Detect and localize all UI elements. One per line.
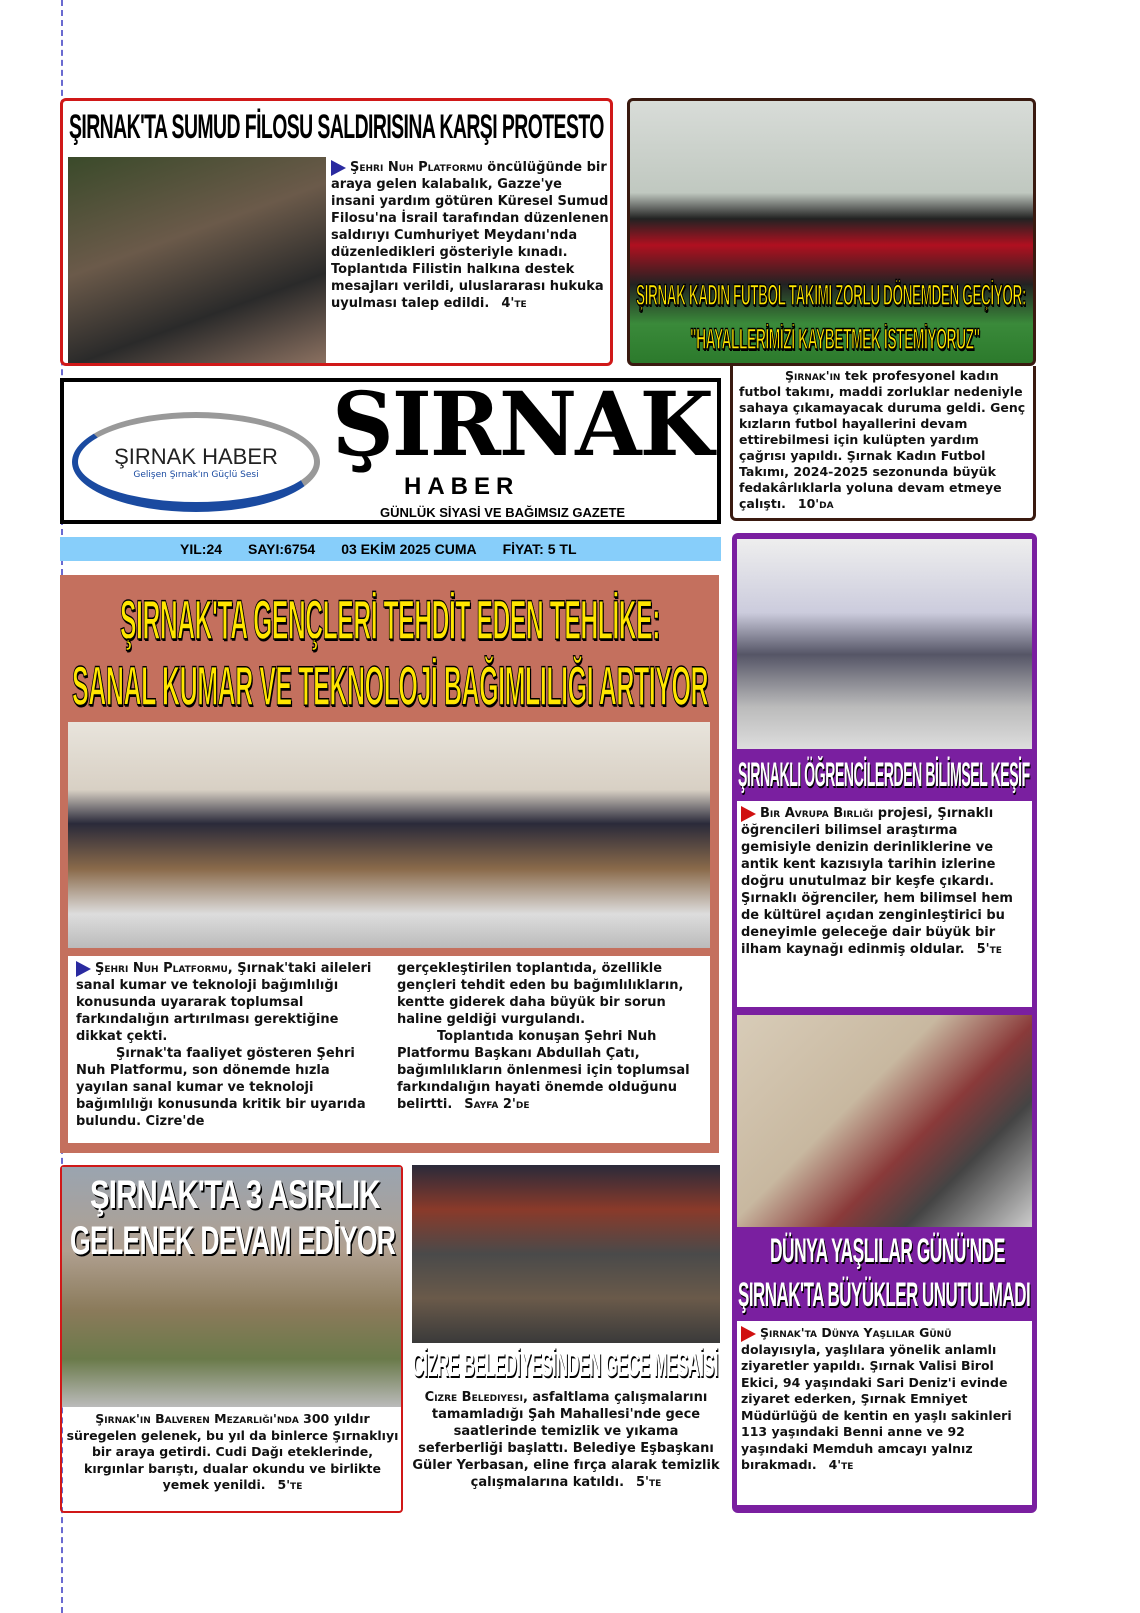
logo-small — [72, 412, 320, 512]
headline: DÜNYA YAŞLILAR GÜNÜ'NDE — [770, 1232, 1005, 1270]
date: 03 EKİM 2025 CUMA — [341, 541, 477, 557]
elderly-photo — [737, 1015, 1032, 1227]
bullet-icon — [741, 1326, 756, 1342]
story-cizre — [412, 1165, 720, 1513]
page-ref-link[interactable]: 4'te — [828, 1457, 854, 1472]
elderly-text: Şırnak'ta Dünya Yaşlılar Günü dolayısıyla, yaşlılara yönelik anlamlı ziyaretler yapıldı. Şırnak Valisi Birol Ekici, 94 yaşındaki Sari Deniz'i evinde ziyaret ederken, Şırnak Emniyet Müdürlüğü de kentin en yaşlı sakinleri 113 yaşındaki Benni anne ve 92 yaşındaki Memduh amcayı yalnız bırakmadı. 4'te — [737, 1321, 1032, 1505]
students-photo — [737, 539, 1032, 749]
masthead — [60, 372, 721, 524]
price: FİYAT: 5 TL — [502, 541, 577, 557]
bullet-icon — [331, 160, 346, 176]
meeting-photo — [68, 722, 710, 948]
logo-text: ŞIRNAK HABER — [114, 444, 278, 469]
info-bar — [60, 537, 721, 561]
headline: ŞIRNAK'TA GENÇLERİ TEHDİT EDEN TEHLİKE: — [120, 588, 660, 651]
headline-2: GELENEK DEVAM EDİYOR — [70, 1219, 396, 1263]
football-photo — [627, 98, 1036, 366]
protest-photo — [68, 157, 326, 363]
bullet-icon — [76, 961, 91, 977]
bullet-icon — [741, 806, 756, 822]
page-ref-link[interactable]: 4'te — [501, 296, 527, 311]
page-ref-link[interactable]: 5'te — [636, 1475, 662, 1490]
issue: SAYI:6754 — [248, 541, 316, 557]
headline: ŞIRNAKLI ÖĞRENCİLERDEN BİLİMSEL KEŞİF — [738, 756, 1030, 794]
cizre-text: Cizre Belediyesi, asfaltlama çalışmalarını tamamladığı Şah Mahallesi'nde gece saatlerinde temizlik ve yıkama seferberliği başlattı. Belediye Eşbaşkanı Güler Yerbasan, eline fırça alarak temizlik çalışmalarına katıldı. 5'te — [412, 1390, 720, 1490]
science-text: Bir Avrupa Birliği projesi, Şırnaklı öğrencileri bilimsel araştırma gemisiyle denizin derinliklerine ve antik kent kazısıyla tarihin izlerine doğru unutulmaz bir keşfe çıkardı. Şırnaklı öğrenciler, hem bilimsel hem de kültürel açıdan zenginleştirici bu deneyimle geleceğe dair büyük bir ilham kaynağı edinmiş oldular. 5'te — [737, 801, 1032, 1007]
title-sub: HABER — [404, 473, 520, 500]
headline-2: ŞIRNAK'TA BÜYÜKLER UNUTULMADI — [738, 1276, 1031, 1314]
tradition-text: Şırnak'ın Balveren Mezarlığı'nda 300 yıldır süregelen gelenek, bu yıl da binlerce Şırnaklıyı bir araya getirdi. Cudi Dağı eteklerinde, kırgınlar barıştı, dualar okundu ve birlikte yemek yenildi. 5'te — [66, 1411, 399, 1492]
story-protest — [60, 98, 613, 366]
football-text: Şırnak'ın tek profesyonel kadın futbol takımı, maddi zorluklar nedeniyle sahaya çıkamayacak duruma geldi. Genç kızların futbol hayallerini devam ettirebilmesi için kulüpten yardım çağrısı yapıldı. Şırnak Kadın Futbol Takımı, 2024-2025 sezonunda büyük fedakârlıklarla yoluna devam etmeye çalıştı. 10'da — [730, 366, 1036, 521]
right-column — [732, 533, 1037, 1513]
page-ref-link[interactable]: 5'te — [277, 1477, 303, 1492]
story-text: Şehri Nuh Platformu öncülüğünde bir araya gelen kalabalık, Gazze'ye insani yardım götüren Küresel Sumud Filosu'na İsrail tarafından düzenlenen saldırıyı Cumhuriyet Meydanı'nda düzenledikleri gösteriyle kınadı. Toplantıda Filistin halkına destek mesajları verildi, uluslararası hukuka uyulması talep edildi. 4'te — [331, 160, 609, 311]
story-text: Şehri Nuh Platformu, Şırnak'taki aileleri sanal kumar ve teknoloji bağımlılığı konusunda uyararak toplumsal farkındalığın artırılması gerektiğine dikkat çekti. Şırnak'ta faaliyet gösteren Şehri Nuh Platformu, son dönemde hızla yayılan sanal kumar ve teknoloji bağımlılığı konusunda kritik bir uyarıda bulundu. Cizre'de gerçekleştirilen toplantıda, özellikle gençleri tehdit eden bu bağımlılıkların, kentte giderek daha büyük bir sorun haline geldiği vurgulandı. Toplantıda konuşan Şehri Nuh Platformu Başkanı Abdullah Çatı, bağımlılıkların önlenmesi için toplumsal farkındalığın hayati önemde olduğunu belirtti. Sayfa 2'de — [68, 956, 710, 1143]
headline: ŞIRNAK KADIN FUTBOL TAKIMI ZORLU DÖNEMDEN GEÇİYOR: — [636, 279, 1026, 312]
page-ref-link[interactable]: Sayfa 2'de — [464, 1097, 530, 1112]
logo-slogan: Gelişen Şırnak'ın Güçlü Sesi — [133, 470, 259, 480]
title-big: ŞIRNAK — [332, 372, 713, 476]
headline: CİZRE BELEDİYESİNDEN GECE MESAİSİ — [412, 1346, 719, 1384]
year: YIL:24 — [180, 541, 223, 557]
headline: ŞIRNAK'TA 3 ASIRLIK — [90, 1173, 380, 1217]
story-tradition — [60, 1165, 403, 1513]
page-ref-link[interactable]: 5'te — [976, 942, 1002, 957]
story-main — [60, 575, 719, 1153]
page-ref-link[interactable]: 10'da — [797, 496, 834, 511]
headline-2: SANAL KUMAR VE TEKNOLOJİ BAĞIMLILIĞI ARTIYOR — [72, 654, 709, 717]
cleaning-photo — [412, 1165, 720, 1343]
headline-quote: "HAYALLERİMİZİ KAYBETMEK İSTEMİYORUZ" — [690, 323, 980, 356]
headline: ŞIRNAK'TA SUMUD FİLOSU SALDIRISINA KARŞI PROTESTO — [69, 108, 604, 146]
tagline: GÜNLÜK SİYASİ VE BAĞIMSIZ GAZETE — [380, 505, 626, 520]
